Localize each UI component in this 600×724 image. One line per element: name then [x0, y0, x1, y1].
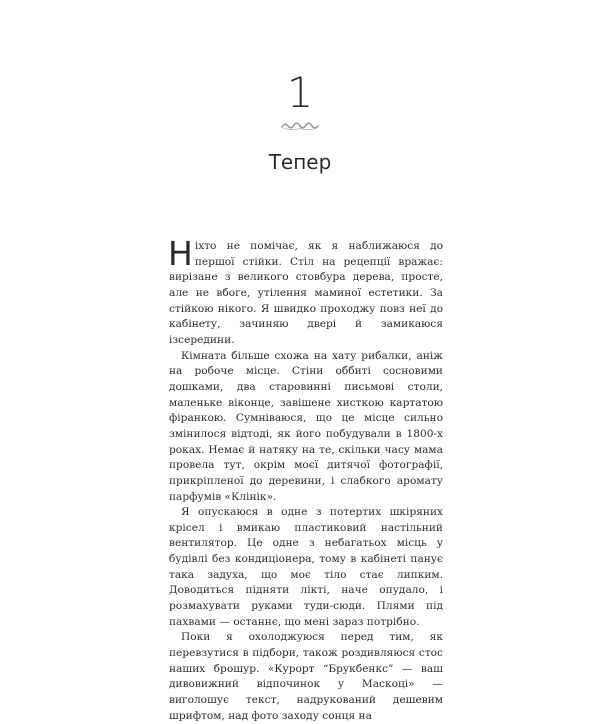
- chapter-number: 1: [286, 68, 314, 117]
- paragraph-2: Кімната більше схожа на хату рибалки, аніж на робоче місце. Стіни оббиті сосновими дошками, два старовинні письмові столи, маленьке віконце, завішене хисткою картатою фіранкою. Сумніваюся, що це місце сильно змінилося відтоді, як його побудували в 1800-х роках. Немає й натяку на те, скільки часу мама провела тут, окрім моєї дитячої фотографії, прикріпленої до деревини, і слабкого аромату парфумів «Клінік».: [169, 349, 443, 503]
- paragraph-1-text: іхто не помічає, як я наближаюся до першої стійки. Стіл на рецепції вражає: вирізане з великого стовбура дерева, просте, але не вбоге, утілення маминої естетики. За стійкою нікого. Я швидко проходжу повз неї до кабінету, зачиняю двері й замикаюся ізсередини.: [169, 240, 443, 346]
- chapter-body: [168, 234, 443, 724]
- chapter-title: Тепер: [268, 150, 332, 174]
- paragraph-4: Поки я охолоджуюся перед тим, як перевзутися в підбори, також роздивляюся стос наших брошур. «Курорт “Брукбенкс” — ваш дивовижний відпочинок у Маскоці» — виголошує текст, надрукований дешевим шрифтом, над фото заходу сонця на: [169, 631, 443, 722]
- paragraph-3: Я опускаюся в одне з потертих шкіряних крісел і вмикаю пластиковий настільний вентилятор. Це одне з небагатьох місць у будівлі без кондиціонера, тому в кабінеті панує така задуха, що моє тіло стає липким. Доводиться підняти лікті, наче опудало, і розмахувати руками туди-сюди. Плями під пахвами — останнє, що мені зараз потрібно.: [169, 506, 443, 628]
- wave-ornament-icon: [280, 121, 320, 131]
- drop-cap: Н: [168, 234, 193, 273]
- paragraph-1: [168, 234, 443, 349]
